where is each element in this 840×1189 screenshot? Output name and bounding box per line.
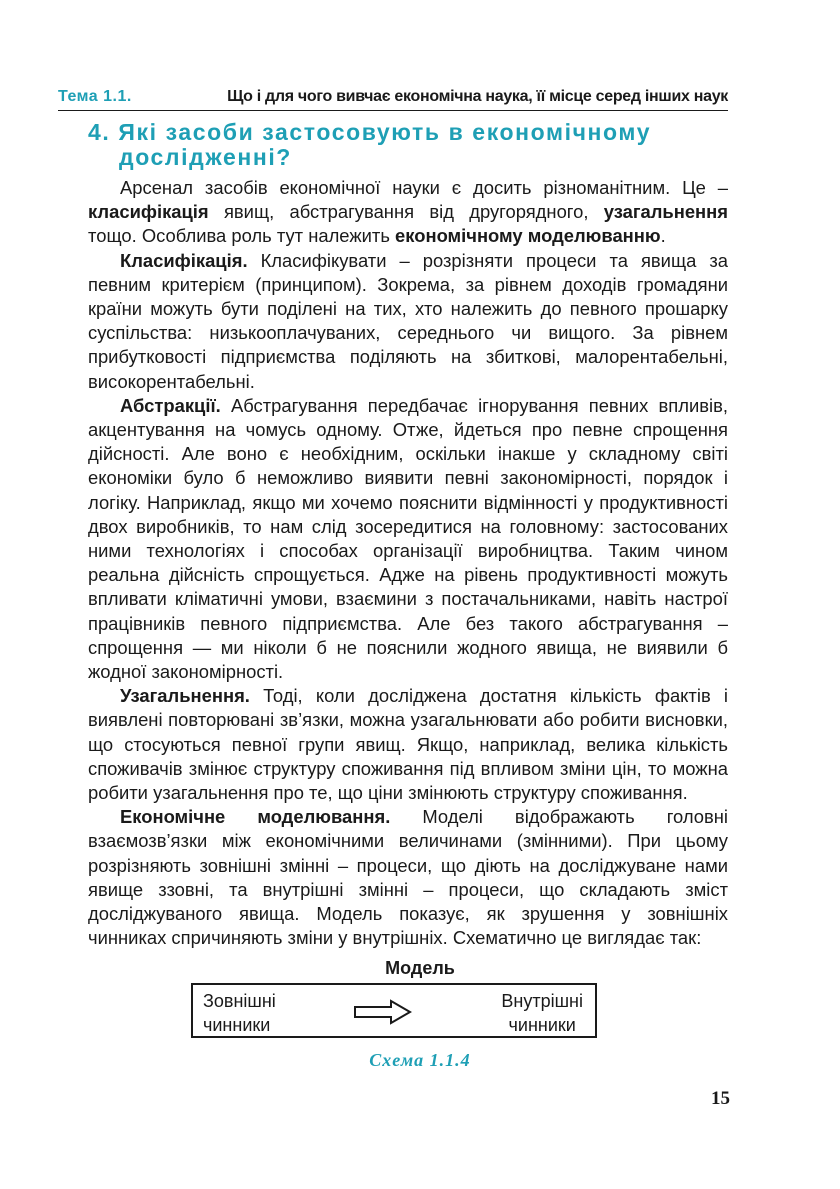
paragraph-text: Тоді, коли досліджена достатня кількість фактів і виявлені повторювані зв’язки, можна узагальнювати або робити висновки, що стосуються певної групи явищ. Якщо, наприклад, велика кількість споживачів змінює структуру споживання під впливом зміни цін, то можна робити узагальнення про те, що ціни змінюють структуру споживання. — [88, 685, 728, 804]
paragraph-modeling — [88, 805, 728, 950]
paragraph-intro — [88, 176, 728, 249]
term-modeling: економічному моделюванню — [395, 225, 661, 247]
section-heading — [88, 120, 728, 170]
paragraph-term: Класифікація. — [120, 249, 248, 271]
text-run: . — [660, 225, 666, 247]
topic-label: Тема 1.1. — [58, 88, 132, 105]
paragraph-term: Економічне моделювання. — [120, 806, 391, 828]
paragraph-term: Абстракції. — [120, 394, 221, 416]
running-header — [58, 88, 728, 111]
right-arrow-icon — [353, 999, 413, 1025]
page-number: 15 — [711, 1088, 730, 1109]
external-factors-line1: Зовнішні — [203, 991, 276, 1011]
paragraph-abstraction — [88, 394, 728, 684]
paragraph-classification — [88, 249, 728, 394]
chapter-title: Що і для чого вивчає економічна наука, її місце серед інших наук — [227, 88, 728, 105]
text-run: тощо. Особлива роль тут належить — [88, 225, 396, 247]
internal-factors-line2: чинники — [508, 1015, 576, 1035]
term-generalization: узагальнення — [603, 201, 728, 223]
model-diagram — [191, 983, 597, 1038]
paragraph-text: Моделі відображають головні взаємозв’язки між економічними величинами (змінними). При цьому розрізняють зовнішні змінні – процеси, що діють на досліджуване нами явище ззовні, та внутрішні змінні – процеси, що складають зміст досліджуваного явища. Модель показує, як зрушення у зовнішніх чинниках спричиняють зміни у внутрішніх. Схематично це виглядає так: — [88, 806, 728, 949]
paragraph-term: Узагальнення. — [120, 685, 250, 707]
external-factors-label — [203, 989, 276, 1037]
scheme-label: Схема 1.1.4 — [369, 1050, 471, 1070]
section-heading-line2: дослідженні? — [119, 144, 292, 170]
paragraph-generalization — [88, 684, 728, 805]
diagram-title: Модель — [385, 958, 455, 978]
external-factors-line2: чинники — [203, 1015, 271, 1035]
paragraph-text: Абстрагування передбачає ігнорування певних впливів, акцентування на чомусь одному. Отже, йдеться про певне спрощення дійсності. Але воно є необхідним, оскільки інакше у складному світі економіки було б неможливо виявити певні закономірності, порядок і логіку. Наприклад, якщо ми хочемо пояснити відмінності у продуктивності двох виробників, то нам слід зосередитися на головному: застосованих ними технологіях і способах організації виробництва. Таким чином реальна дійсність спрощується. Адже на рівень продуктивності можуть впливати кліматичні умови, взаємини з постачальниками, навіть настрої працівників певного підприємства. Але без такого абстрагування – спрощення — ми ніколи б не пояснили жодного явища, не виявили б жодної закономірності. — [88, 394, 728, 683]
text-run: Арсенал засобів економічної науки є досить різноманітним. Це – — [120, 177, 728, 198]
text-run: явищ, абстрагування від другорядного, — [208, 201, 604, 223]
body-text — [88, 176, 728, 951]
term-classification: класифікація — [88, 201, 209, 223]
paragraph-text: Класифікувати – розрізняти процеси та явища за певним критерієм (принципом). Зокрема, за рівнем доходів громадяни країни можуть бути поділені на тих, хто належить до певного прошарку суспільства: низькооплачуваних, середнього чи вищого. За рівнем прибутковості підприємства поділяють на збиткові, малорентабельні, високорентабельні. — [88, 249, 728, 392]
internal-factors-label — [501, 989, 583, 1037]
section-heading-line1: 4. Які засоби застосовують в економічному — [88, 119, 652, 145]
internal-factors-line1: Внутрішні — [501, 991, 583, 1011]
